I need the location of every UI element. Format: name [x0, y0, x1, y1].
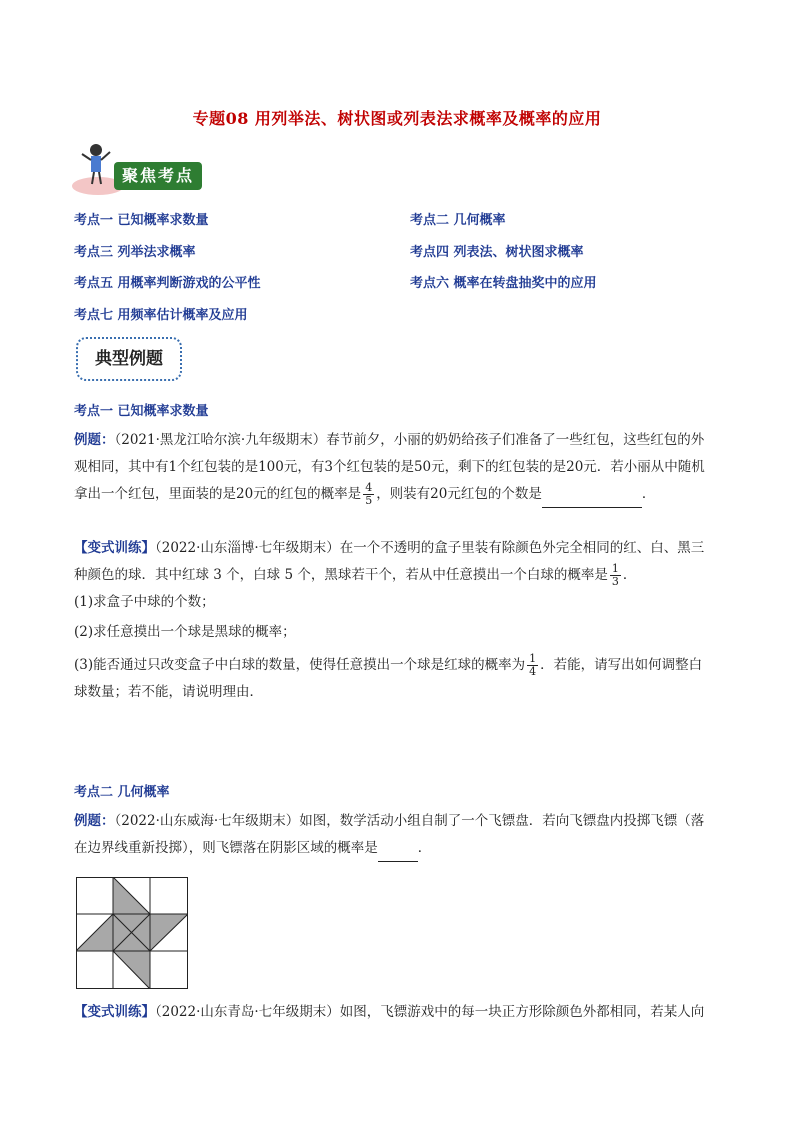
focus-label: 聚焦考点 — [114, 162, 202, 190]
variant-line-1: 【变式训练】（2022·山东淄博·七年级期末）在一个不透明的盒子里装有除颜色外完全相同的红、白、黑三 — [74, 540, 705, 556]
kp-6[interactable]: 考点六 概率在转盘抽奖中的应用 — [410, 276, 597, 291]
kp-3[interactable]: 考点三 列举法求概率 — [74, 245, 196, 260]
kp-1[interactable]: 考点一 已知概率求数量 — [74, 213, 209, 228]
question-1: (1)求盒子中球的个数； — [74, 594, 215, 610]
variant-label: 【变式训练】 — [74, 540, 155, 556]
grid-lines — [76, 877, 188, 989]
example-line-1: 例题：（2021·黑龙江哈尔滨·九年级期末）春节前夕，小丽的奶奶给孩子们准备了一些红包，这些红包的外 — [74, 432, 705, 448]
section1-example — [74, 427, 724, 508]
example-line-2: 观相同，其中有1个红包装的是100元，有3个红包装的是50元，剩下的红包装的是20元．若小丽从中随机 — [74, 459, 705, 475]
answer-blank-2[interactable] — [378, 843, 418, 862]
kp-2[interactable]: 考点二 几何概率 — [410, 213, 506, 228]
example2-line-1: 例题：（2022·山东威海·七年级期末）如图，数学活动小组自制了一个飞镖盘．若向飞镖盘内投掷飞镖（落 — [74, 813, 705, 829]
fraction-1-4: $\frac{1}{4}$ — [529, 652, 537, 678]
section2-heading: 考点二 几何概率 — [74, 785, 170, 800]
typical-examples-box: 典型例题 — [76, 337, 182, 381]
section1-heading: 考点一 已知概率求数量 — [74, 404, 209, 419]
fraction-1-3: $\frac{1}{3}$ — [611, 562, 619, 588]
example-line-3: 拿出一个红包，里面装的是20元的红包的概率是 $\frac{4}{5}$ ，则装有20元红包的个数是 ． — [74, 481, 656, 507]
kp-4[interactable]: 考点四 列表法、树状图求概率 — [410, 245, 584, 260]
dartboard-figure — [76, 877, 188, 989]
question-2: (2)求任意摸出一个球是黑球的概率； — [74, 624, 296, 640]
section1-variant — [74, 535, 724, 706]
example2-label: 例题： — [74, 813, 115, 829]
variant2-label: 【变式训练】 — [74, 1004, 155, 1020]
focus-banner — [70, 140, 210, 198]
kp-7[interactable]: 考点七 用频率估计概率及应用 — [74, 308, 248, 323]
question-3-line-2: 球数量；若不能，请说明理由． — [74, 684, 263, 700]
section2-example — [74, 808, 724, 862]
example2-line-2: 在边界线重新投掷），则飞镖落在阴影区域的概率是 ． — [74, 835, 724, 862]
question-3-line-1: (3)能否通过只改变盒子中白球的数量，使得任意摸出一个球是红球的概率为 $\frac{1}{4}$ ．若能，请写出如何调整白 — [74, 652, 703, 678]
answer-blank[interactable] — [542, 489, 642, 508]
example-label: 例题： — [74, 432, 115, 448]
kp-5[interactable]: 考点五 用概率判断游戏的公平性 — [74, 276, 261, 291]
section2-variant — [74, 999, 724, 1026]
variant-line-2: 种颜色的球．其中红球 3 个，白球 5 个，黑球若干个，若从中任意摸出一个白球的概率是 $\frac{1}{3}$ ． — [74, 562, 637, 588]
page-title: 专题08 用列举法、树状图或列表法求概率及概率的应用 — [192, 109, 602, 128]
variant2-line-1: 【变式训练】（2022·山东青岛·七年级期末）如图，飞镖游戏中的每一块正方形除颜色外都相同，若某人向 — [74, 1004, 705, 1020]
fraction-4-5: $\frac{4}{5}$ — [365, 481, 373, 507]
